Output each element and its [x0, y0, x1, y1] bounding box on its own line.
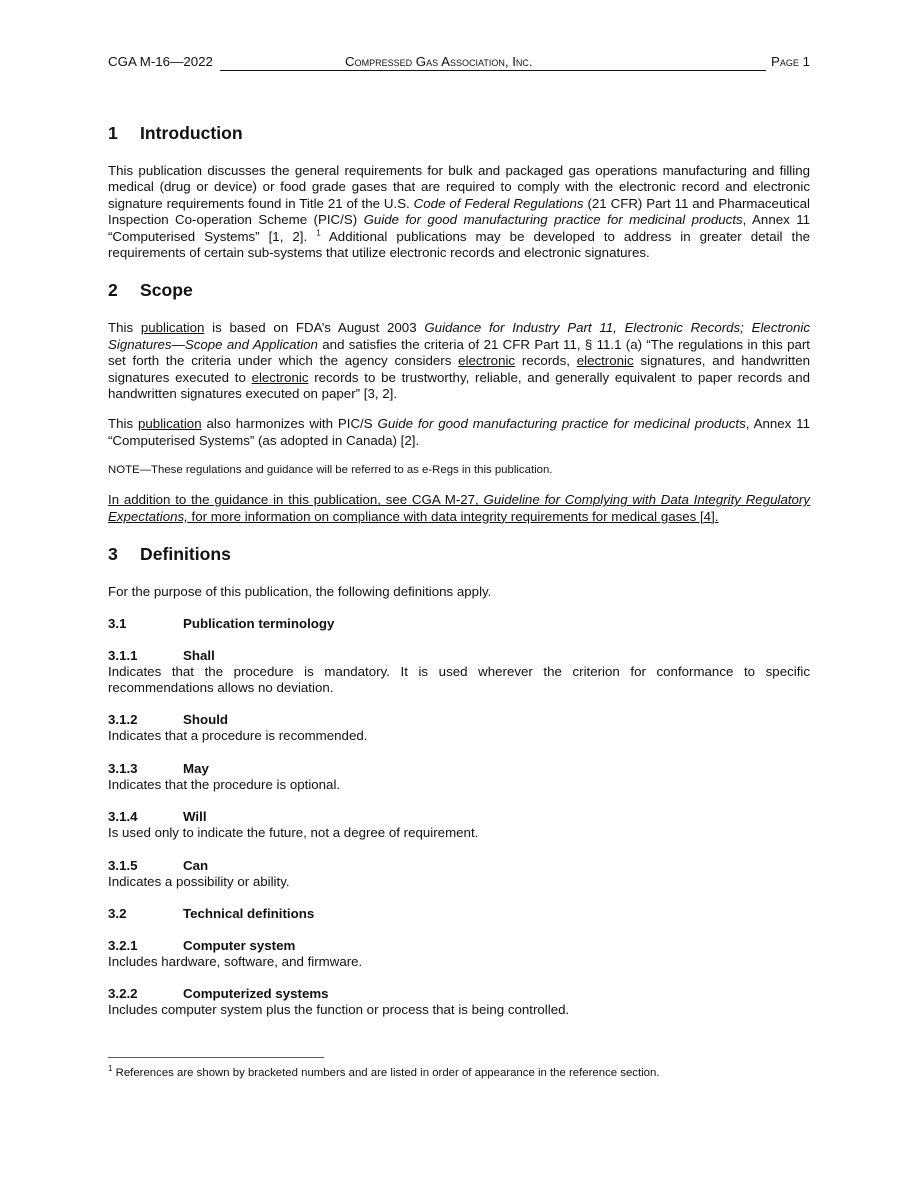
definition-entry: 3.1.2 Should Indicates that a procedure is recommended. [108, 712, 368, 744]
definition-entry: 3.1.1 Shall Indicates that the procedure is mandatory. It is used wherever the criterion for conformance to specific recommendations allows no deviation. [108, 647, 810, 695]
header-rule [220, 54, 766, 71]
scope-paragraph-1: This publication is based on FDA’s August 2003 Guidance for Industry Part 11, Electronic Records; Electronic Signatures—Scope and Application and satisfies the criteria of 21 CFR Part 11, § 11.1 (a) “The regulations in this part set forth the criteria under which the agency considers electronic records, electronic signatures, and handwritten signatures executed to electronic records to be trustworthy, reliable, and generally equivalent to paper records and handwritten signatures executed on paper” [3, 2]. [108, 320, 811, 402]
subsection-heading-technical: 3.2 Technical definitions [108, 905, 315, 921]
footnote: $^1$ References are shown by bracketed numbers and are listed in order of appearance in the reference section. [108, 1064, 660, 1079]
publisher-name: Compressed Gas Association, Inc. [345, 54, 533, 69]
definition-entry: 3.1.3 May Indicates that the procedure is optional. [108, 760, 341, 792]
definition-entry: 3.2.2 Computerized systems Includes computer system plus the function or process that is being controlled. [108, 986, 570, 1018]
scope-paragraph-2: This publication also harmonizes with PIC/S Guide for good manufacturing practice for medicinal products, Annex 11 “Computerised Systems” (as adopted in Canada) [2]. [108, 416, 810, 448]
page-header [108, 54, 810, 72]
definition-entry: 3.1.5 Can Indicates a possibility or ability. [108, 857, 290, 889]
definition-entry: 3.2.1 Computer system Includes hardware, software, and firmware. [108, 937, 363, 969]
page-body [108, 120, 810, 1035]
scope-paragraph-3: In addition to the guidance in this publication, see CGA M-27, Guideline for Complying with Data Integrity Regulatory Expectations, for more information on compliance with data integrity requirements for medical gases [4]. [108, 492, 811, 524]
footnote-divider [108, 1057, 324, 1058]
page-number: Page 1 [771, 54, 810, 69]
definitions-intro: For the purpose of this publication, the following definitions apply. [108, 584, 492, 600]
section-heading-scope: 2 Scope [108, 280, 193, 301]
intro-paragraph: This publication discusses the general requirements for bulk and packaged gas operations manufacturing and filling medical (drug or device) or food grade gases that are required to comply with the electronic record and electronic signature requirements found in Title 21 of the U.S. Code of Federal Regulations (21 CFR) Part 11 and Pharmaceutical Inspection Co-operation Scheme (PIC/S) Guide for good manufacturing practice for medicinal products, Annex 11 “Computerised Systems” [1, 2]. $^1$ Additional publications may be developed to address in greater detail the requirements of certain sub-systems that utilize electronic records and electronic signatures. [108, 163, 810, 261]
footnote-ref[interactable]: 1 [316, 228, 321, 238]
section-heading-definitions: 3 Definitions [108, 544, 231, 565]
document-id: CGA M-16—2022 [108, 54, 213, 69]
subsection-heading-terminology: 3.1 Publication terminology [108, 615, 335, 631]
section-heading-introduction: 1 Introduction [108, 123, 243, 143]
scope-note: NOTE—These regulations and guidance will be referred to as e-Regs in this publication. [108, 464, 553, 477]
definition-entry: 3.1.4 Will Is used only to indicate the future, not a degree of requirement. [108, 809, 479, 841]
